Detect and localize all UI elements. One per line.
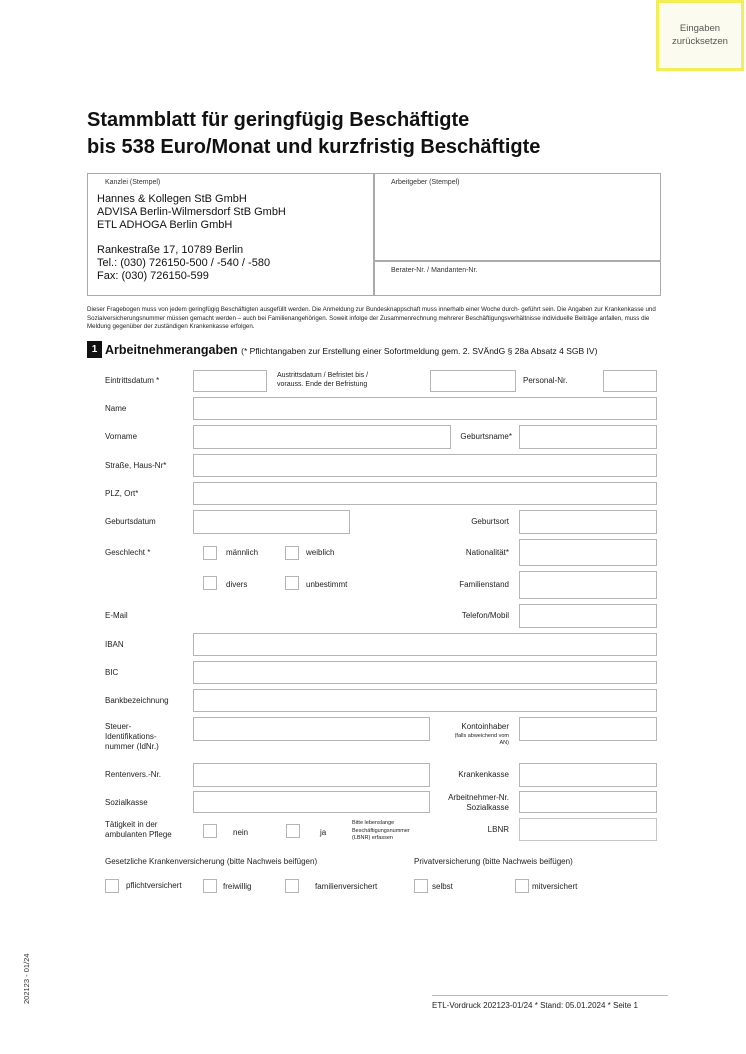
familienversichert-checkbox[interactable] [285, 879, 299, 893]
kanzlei-address [97, 193, 286, 283]
nationalitaet-field[interactable] [519, 539, 657, 566]
kontoinhaber-field[interactable] [519, 717, 657, 741]
steuer-id-field[interactable] [193, 717, 430, 741]
strasse-label: Straße, Haus-Nr* [105, 461, 167, 470]
title-line2: bis 538 Euro/Monat und kurzfristig Beschäftigte [87, 136, 541, 158]
geburtsname-label: Geburtsname* [460, 432, 512, 441]
austrittsdatum-field[interactable] [430, 370, 516, 392]
bic-field[interactable] [193, 661, 657, 684]
reset-label-line2: zurücksetzen [672, 35, 728, 47]
kanzlei-line: Tel.: (030) 726150-500 / -540 / -580 [97, 257, 271, 269]
krankenkasse-field[interactable] [519, 763, 657, 787]
arbeitgeber-label: Arbeitgeber (Stempel) [391, 179, 460, 186]
familienversichert-label: familienversichert [315, 882, 378, 891]
section-title-text: Arbeitnehmerangaben [105, 343, 238, 357]
an-sozialkasse-label [420, 793, 509, 813]
email-label: E-Mail [105, 611, 128, 620]
telefon-field[interactable] [519, 604, 657, 628]
lbnr-hint [352, 820, 410, 843]
geburtsort-label: Geburtsort [471, 517, 509, 526]
strasse-field[interactable] [193, 454, 657, 477]
kanzlei-line: ETL ADHOGA Berlin GmbH [97, 219, 233, 231]
steuer-id-label-line3: nummer (IdNr.) [105, 742, 159, 751]
kanzlei-line: Fax: (030) 726150-599 [97, 270, 209, 282]
kanzlei-line: Hannes & Kollegen StB GmbH [97, 193, 247, 205]
selbst-checkbox[interactable] [414, 879, 428, 893]
pflege-nein-checkbox[interactable] [203, 824, 217, 838]
notice-text: Dieser Fragebogen muss von jedem geringfügig Beschäftigten ausgefüllt werden. Die Anmeldung zur Bundesknappschaft muss innerhalb einer Woche durch- geführt sein. Die Angaben zur Krankenkasse und Sozialversicherungsnummer müssen gemacht werden – auch bei Familienangehörigen. Soweit infolge der Zusammenrechnung mehrerer Beschäftigungsverhältnisse individuelle Beiträge anfallen, muss die Meldung gegenüber der zuständigen Krankenkasse erfolgen. [87, 306, 656, 330]
lbnr-hint-line1: Bitte lebenslange [352, 820, 395, 826]
personal-nr-label: Personal-Nr. [523, 376, 568, 385]
vorname-field[interactable] [193, 425, 451, 449]
kontoinhaber-hint [420, 733, 509, 747]
mitversichert-checkbox[interactable] [515, 879, 529, 893]
lbnr-label: LBNR [487, 825, 509, 834]
pflege-nein-label: nein [233, 828, 249, 837]
berater-label: Berater-Nr. / Mandanten-Nr. [391, 267, 478, 274]
weiblich-label: weiblich [306, 548, 335, 557]
sozialkasse-field[interactable] [193, 791, 430, 813]
bic-label: BIC [105, 668, 119, 677]
krankenkasse-label: Krankenkasse [458, 770, 509, 779]
section-number: 1 [87, 341, 102, 358]
pflichtversichert-label: pflichtversichert [126, 881, 182, 890]
pflege-label-line1: Tätigkeit in der [105, 820, 158, 829]
mitversichert-label: mitversichert [532, 882, 578, 891]
kanzlei-line: Rankestraße 17, 10789 Berlin [97, 244, 244, 256]
telefon-label: Telefon/Mobil [461, 611, 509, 620]
side-form-code: 202123 - 01/24 [22, 953, 31, 1004]
iban-field[interactable] [193, 633, 657, 656]
rentenvers-field[interactable] [193, 763, 430, 787]
eintrittsdatum-label: Eintrittsdatum * [105, 376, 160, 385]
weiblich-checkbox[interactable] [285, 546, 299, 560]
familienstand-label: Familienstand [459, 580, 509, 589]
plz-ort-label: PLZ, Ort* [105, 489, 139, 498]
divers-checkbox[interactable] [203, 576, 217, 590]
freiwillig-checkbox[interactable] [203, 879, 217, 893]
section-title [105, 343, 597, 357]
bankbezeichnung-field[interactable] [193, 689, 657, 712]
name-field[interactable] [193, 397, 657, 420]
reset-inputs-button[interactable] [656, 0, 744, 71]
unbestimmt-checkbox[interactable] [285, 576, 299, 590]
stamp-divider-vertical [373, 173, 375, 296]
eintrittsdatum-field[interactable] [193, 370, 267, 392]
plz-ort-field[interactable] [193, 482, 657, 505]
bankbezeichnung-label: Bankbezeichnung [105, 696, 169, 705]
footer-divider [432, 995, 668, 996]
lbnr-field[interactable] [519, 818, 657, 841]
kanzlei-line: ADVISA Berlin-Wilmersdorf StB GmbH [97, 206, 286, 218]
sozialkasse-label: Sozialkasse [105, 798, 148, 807]
maennlich-checkbox[interactable] [203, 546, 217, 560]
divers-label: divers [226, 580, 248, 589]
nationalitaet-label: Nationalität* [465, 548, 509, 557]
kanzlei-label: Kanzlei (Stempel) [105, 179, 161, 186]
title-line1: Stammblatt für geringfügig Beschäftigte [87, 109, 470, 131]
austritt-label-line2: vorauss. Ende der Befristung [277, 381, 368, 388]
pflege-label-line2: ambulanten Pflege [105, 830, 172, 839]
pflege-label [105, 820, 172, 840]
austritt-label [277, 371, 368, 389]
geburtsort-field[interactable] [519, 510, 657, 534]
vorname-label: Vorname [105, 432, 138, 441]
section-subtitle: (* Pflichtangaben zur Erstellung einer Sofortmeldung gem. 2. SVÄndG § 28a Absatz 4 SGB IV) [241, 346, 598, 356]
pflichtversichert-checkbox[interactable] [105, 879, 119, 893]
pflege-ja-checkbox[interactable] [286, 824, 300, 838]
name-label: Name [105, 404, 127, 413]
maennlich-label: männlich [226, 548, 259, 557]
iban-label: IBAN [105, 640, 124, 649]
lbnr-hint-line3: (LBNR) erfassen [352, 835, 393, 841]
kontoinhaber-hint-line1: (falls abweichend vom [454, 733, 509, 739]
steuer-id-label-line1: Steuer- [105, 722, 132, 731]
gkv-heading: Gesetzliche Krankenversicherung (bitte Nachweis beifügen) [105, 857, 318, 866]
familienstand-field[interactable] [519, 571, 657, 599]
austritt-label-line1: Austrittsdatum / Befristet bis / [277, 372, 369, 379]
stamp-divider-horizontal [373, 260, 661, 262]
an-sozialkasse-label-line1: Arbeitnehmer-Nr. [448, 793, 509, 802]
selbst-label: selbst [432, 882, 453, 891]
geburtsdatum-field[interactable] [193, 510, 350, 534]
pflege-ja-label: ja [320, 828, 327, 837]
reset-label-line1: Eingaben [679, 23, 721, 35]
freiwillig-label: freiwillig [223, 882, 252, 891]
footer-text: ETL-Vordruck 202123-01/24 * Stand: 05.01.2024 * Seite 1 [432, 1001, 638, 1010]
geburtsname-field[interactable] [519, 425, 657, 449]
rentenvers-label: Rentenvers.-Nr. [105, 770, 162, 779]
an-sozialkasse-field[interactable] [519, 791, 657, 813]
geburtsdatum-label: Geburtsdatum [105, 517, 156, 526]
lbnr-hint-line2: Beschäftigungsnummer [352, 827, 410, 834]
personal-nr-field[interactable] [603, 370, 657, 392]
steuer-id-label-line2: Identifikations- [105, 732, 157, 741]
kontoinhaber-label: Kontoinhaber [461, 722, 509, 731]
kontoinhaber-hint-line2: AN) [499, 740, 509, 746]
steuer-id-label [105, 722, 159, 752]
geschlecht-label: Geschlecht * [105, 548, 151, 557]
page-title [87, 107, 540, 161]
an-sozialkasse-label-line2: Sozialkasse [466, 803, 509, 812]
pkv-heading: Privatversicherung (bitte Nachweis beifügen) [414, 857, 573, 866]
unbestimmt-label: unbestimmt [306, 580, 348, 589]
